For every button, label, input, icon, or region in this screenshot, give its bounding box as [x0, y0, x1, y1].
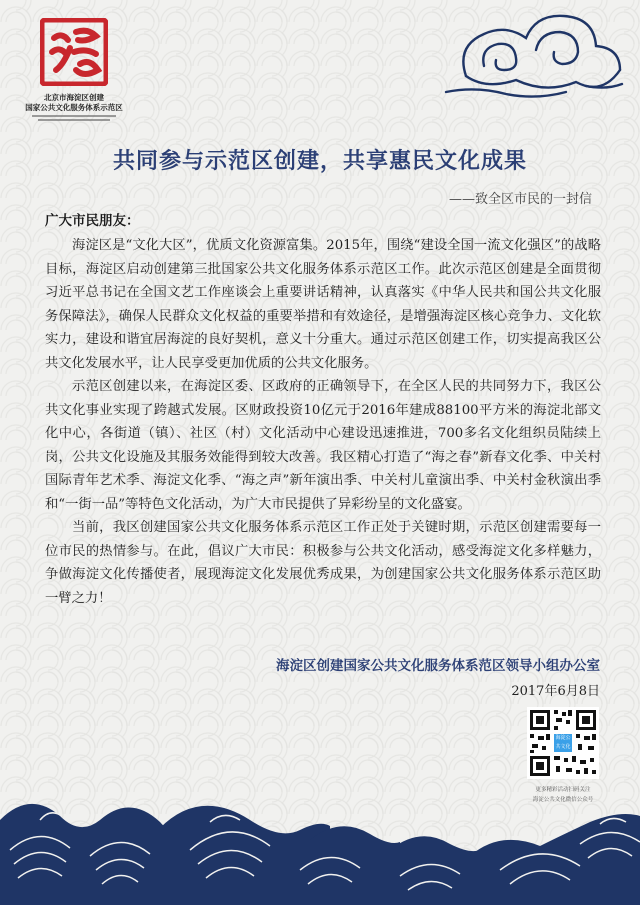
paragraph: 当前，我区创建国家公共文化服务体系示范区工作正处于关键时期，示范区创建需要每一位市民的热情参与。在此，倡议广大市民：积极参与公共文化活动，感受海淀文化多样魅力，争做海淀文化传播使者，展现海淀文化发展优秀成果，为创建国家公共文化服务体系示范区助一臂之力！ — [45, 520, 601, 606]
qr-caption-line1: 更多精彩活动扫码关注 — [535, 787, 591, 793]
haidian-seal-logo-icon — [40, 18, 108, 86]
greeting: 广大市民朋友： — [45, 213, 140, 229]
paragraph: 示范区创建以来，在海淀区委、区政府的正确领导下，在全区人民的共同努力下，我区公共文化事业实现了跨越式发展。区财政投资10亿元于2016年建成88100平方米的海淀北部文化中心，各街道（镇）、社区（村）文化活动中心建设迅速推进，700多名文化组织员陆续上岗，公共文化设施及其服务效能得到较大改善。我区精心打造了“海之春”新春文化季、中关村国际青年艺术季、海淀文化季、“海之声”新年演出季、中关村儿童演出季、中关村金秋演出季和“一街一品”等特色文化活动，为广大市民提供了异彩纷呈的文化盛宴。 — [45, 379, 601, 512]
qr-caption-line2: 海淀公共文化微信公众号 — [532, 797, 594, 803]
logo-text-line2: 国家公共文化服务体系示范区 — [25, 103, 123, 112]
letter-body — [45, 234, 601, 610]
paragraph: 海淀区是“文化大区”，优质文化资源富集。2015年，围绕“建设全国一流文化强区”的战略目标，海淀区启动创建第三批国家公共文化服务体系示范区工作。此次示范区创建是全面贯彻习近平总书记在全国文艺工作座谈会上重要讲话精神，认真落实《中华人民共和国公共文化服务保障法》，确保人民群众文化权益的重要举措和有效途径，是增强海淀区核心竞争力、文化软实力，建设和谐宜居海淀的良好契机，意义十分重大。通过示范区创建工作，切实提高我区公共文化发展水平，让人民享受更加优质的公共文化服务。 — [45, 238, 601, 371]
qr-center-badge: 海淀公共文化 — [555, 735, 571, 750]
signature-date: 2017年6月8日 — [511, 684, 600, 699]
logo-text-line1: 北京市海淀区创建 — [44, 93, 104, 102]
logo-english-text — [30, 113, 118, 123]
letter-subtitle: ——致全区市民的一封信 — [448, 192, 592, 207]
letter-title: 共同参与示范区创建，共享惠民文化成果 — [112, 149, 527, 174]
auspicious-cloud-icon — [436, 6, 626, 102]
sea-waves-decoration — [0, 760, 640, 905]
signature-organization: 海淀区创建国家公共文化服务体系范区领导小组办公室 — [276, 658, 600, 674]
logo — [24, 18, 124, 130]
